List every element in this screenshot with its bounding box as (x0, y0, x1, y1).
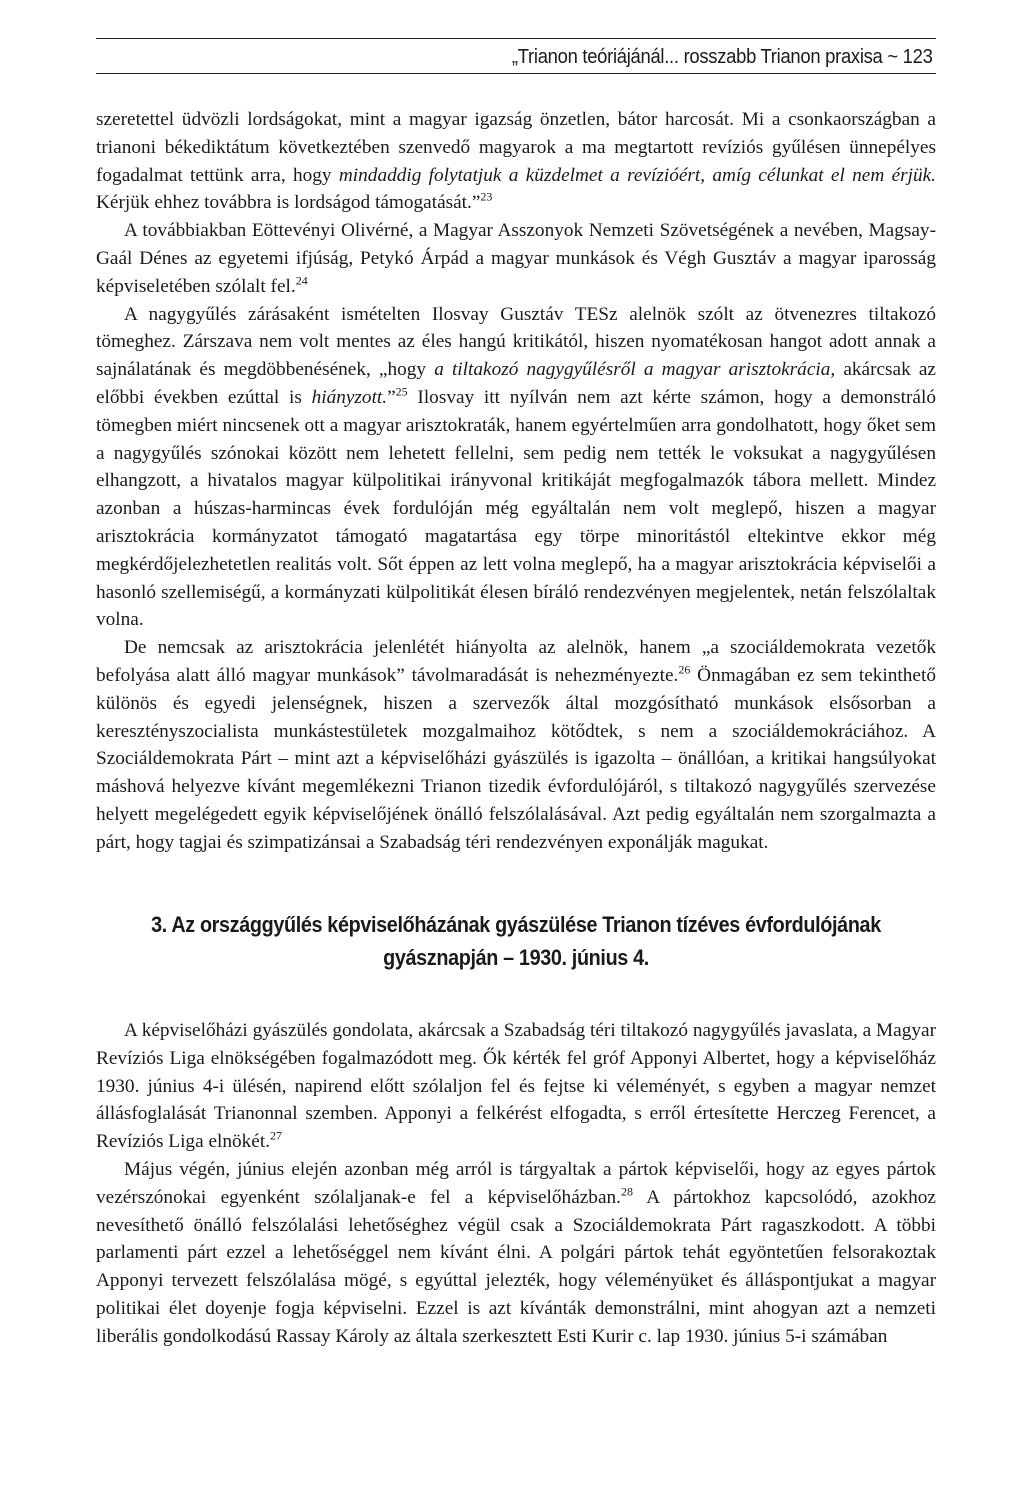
paragraph: A képviselőházi gyászülés gondolata, akárcsak a Szabadság téri tiltakozó nagygyűlés javaslata, a Magyar Revíziós Liga elnökségében fogalmazódott meg. Ők kérték fel gróf Apponyi Albertet, hogy a képviselőház 1930. június 4-i ülésén, napirend előtt szólaljon fel és fejtse ki véleményét, s egyben a magyar nemzet állásfoglalását Trianonnal szemben. Apponyi a felkérést elfogadta, s erről értesítette Herczeg Ferencet, a Revíziós Liga elnökét.$^{27}$ (96, 1020, 936, 1153)
section-heading (96, 908, 936, 974)
running-title: „Trianon teóriájánál... rosszabb Trianon praxisa ~ 123 (511, 46, 933, 68)
paragraph: De nemcsak az arisztokrácia jelenlétét hiányolta az alelnök, hanem „a szociáldemokrata vezetők befolyása alatt álló magyar munkások” távolmaradását is nehezményezte.$^{26}$ Önmagában ez sem tekinthető különös és egyedi jelenségnek, hiszen a szervezők által mozgósítható munkások elsősorban a keresztényszocialista munkástestületek mozgalmaihoz kötődtek, s nem a szociáldemokráciához. A Szociáldemokrata Párt – mint azt a képviselőházi gyászülés is igazolta – önállóan, a kritikai hangsúlyokat máshová helyezve kívánt megemlékezni Trianon tizedik évfordulójáról, s tiltakozó nagygyűlés szervezése helyett megelégedett egyik képviselőjének önálló felszólalásával. Azt pedig egyáltalán nem szorgalmazta a párt, hogy tagjai és szimpatizánsai a Szabadság téri rendezvényen exponálják magukat. (96, 637, 936, 853)
section-heading-line-1: 3. Az országgyűlés képviselőházának gyászülése Trianon tízéves évfordulójának (151, 912, 881, 937)
paragraph: A nagygyűlés zárásaként ismételten Ilosvay Gusztáv TESz alelnök szólt az ötvenezres tiltakozó tömeghez. Zárszava nem volt mentes az éles hangú kritikától, hiszen nyomatékosan hangot adott annak a sajnálatának és megdöbbenésének, „hogy a tiltakozó nagygyűlésről a magyar arisztokrácia, akárcsak az előbbi években ezúttal is hiányzott.”$^{25}$ Ilosvay itt nyílván nem azt kérte számon, hogy a demonstráló tömegben miért nincsenek ott a magyar arisztokraták, hanem egyértelműen arra gondolhatott, hogy őket sem a nagygyűlés szónokai között nem lehetett fellelni, sem pedig nem tették le voksukat a nagygyűlésen elhangzott, a hivatalos magyar külpolitikai irányvonal kritikáját megfogalmazók tábora mellett. Mindez azonban a húszas-harmincas évek fordulóján még egyáltalán nem volt meglepő, hiszen a magyar arisztokrácia kormányzatot támogató magatartása egy törpe minoritástól eltekintve ekkor még megkérdőjelezhetetlen realitás volt. Sőt éppen az lett volna meglepő, ha a magyar arisztokrácia képviselői a hasonló szellemiségű, a kormányzati külpolitikát élesen bíráló rendezvényen megjelentek, netán felszólaltak volna. (96, 303, 936, 631)
body-text-bottom (96, 1017, 936, 1351)
body-text-top (96, 106, 936, 857)
paragraph: szeretettel üdvözli lordságokat, mint a magyar igazság önzetlen, bátor harcosát. Mi a csonkaországban a trianoni békediktátum következtében szenvedő magyarok a ma megtartott revíziós gyűlésen ünnepélyes fogadalmat tettünk arra, hogy mindaddig folytatjuk a küzdelmet a revízióért, amíg célunkat el nem érjük. Kérjük ehhez továbbra is lordságod támogatását.”$^{23}$ (96, 109, 937, 214)
paragraph: A továbbiakban Eöttevényi Olivérné, a Magyar Asszonyok Nemzeti Szövetségének a nevében, Magsay-Gaál Dénes az egyetemi ifjúság, Petykó Árpád a magyar munkások és Végh Gusztáv a magyar iparosság képviseletében szólalt fel.$^{24}$ (96, 220, 936, 297)
paragraph: Május végén, június elején azonban még arról is tárgyaltak a pártok képviselői, hogy az egyes pártok vezérszónokai egyenként szólaljanak-e fel a képviselőházban.$^{28}$ A pártokhoz kapcsolódó, azokhoz nevesíthető önálló felszólalási lehetőséghez végül csak a Szociáldemokrata Párt ragaszkodott. A többi parlamenti párt ezzel a lehetőséggel nem kívánt élni. A polgári pártok tehát egyöntetűen felsorakoztak Apponyi tervezett felszólalása mögé, s egyúttal jelezték, hogy véleményüket és álláspontjukat a magyar politikai élet doyenje fogja képviselni. Ezzel is azt kívánták demonstrálni, mint ahogyan azt a nemzeti liberális gondolkodású Rassay Károly az általa szerkesztett Esti Kurir c. lap 1930. június 5-i számában (96, 1158, 936, 1347)
section-heading-line-2: gyásznapján – 1930. június 4. (383, 945, 649, 970)
running-header (96, 38, 936, 74)
book-page (96, 0, 936, 1507)
